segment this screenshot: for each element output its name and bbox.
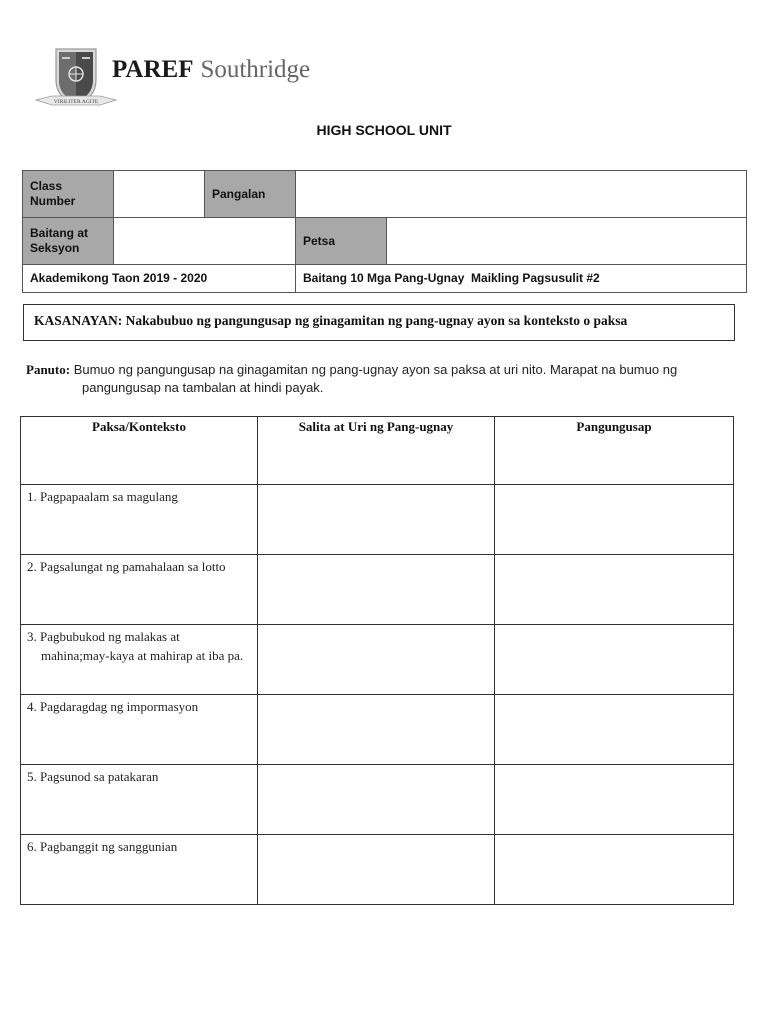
instructions-line-1: Bumuo ng pangungusap na ginagamitan ng pang-ugnay ayon sa paksa at uri nito. Marapat na bumuo ng (73, 362, 678, 377)
header-topic: Paksa/Konteksto (21, 417, 258, 485)
topic-text: 1. Pagpapaalam sa magulang (27, 489, 178, 504)
sentence-cell[interactable] (495, 485, 734, 555)
name-label: Pangalan (205, 171, 296, 218)
sentence-cell[interactable] (495, 695, 734, 765)
sentence-cell[interactable] (495, 765, 734, 835)
quiz-title: Baitang 10 Mga Pang-Ugnay Maikling Pagsusulit #2 (296, 265, 747, 293)
class-number-label: Class Number (23, 171, 114, 218)
sentence-cell[interactable] (495, 555, 734, 625)
grade-section-field[interactable] (114, 218, 296, 265)
table-row (21, 695, 734, 765)
connector-word-cell[interactable] (258, 765, 495, 835)
connector-word-cell[interactable] (258, 625, 495, 695)
table-row (21, 555, 734, 625)
table-row (21, 835, 734, 905)
header-connector-word: Salita at Uri ng Pang-ugnay (258, 417, 495, 485)
sentence-cell[interactable] (495, 835, 734, 905)
topic-text: 4. Pagdaragdag ng impormasyon (27, 699, 199, 714)
table-row (21, 765, 734, 835)
header-sentence: Pangungusap (495, 417, 734, 485)
school-name-light: Southridge (200, 56, 311, 83)
competency-box: KASANAYAN: Nakabubuo ng pangungusap ng ginagamitan ng pang-ugnay ayon sa konteksto o paksa (23, 304, 735, 341)
academic-year: Akademikong Taon 2019 - 2020 (23, 265, 296, 293)
date-field[interactable] (387, 218, 747, 265)
name-field[interactable] (296, 171, 747, 218)
topic-text: 2. Pagsalungat ng pamahalaan sa lotto (27, 559, 226, 574)
school-name-bold: PAREF (112, 56, 194, 83)
sentence-cell[interactable] (495, 625, 734, 695)
table-row (21, 485, 734, 555)
school-crest-logo (34, 46, 118, 112)
topic-cell (21, 835, 258, 905)
connector-word-cell[interactable] (258, 485, 495, 555)
table-row (21, 625, 734, 695)
unit-title: HIGH SCHOOL UNIT (316, 122, 452, 138)
connector-word-cell[interactable] (258, 835, 495, 905)
grade-section-label: Baitang at Seksyon (23, 218, 114, 265)
topic-cell (21, 695, 258, 765)
topic-text: 3. Pagbubukod ng malakas at mahina;may-kaya at mahirap at iba pa. (27, 629, 244, 663)
instructions-label: Panuto: (26, 362, 71, 377)
topic-text: 5. Pagsunod sa patakaran (27, 769, 159, 784)
topic-cell (21, 625, 258, 695)
school-name (112, 54, 310, 85)
logo-motto: VIRILITER AGITE (53, 99, 99, 105)
class-number-field[interactable] (114, 171, 205, 218)
topic-text: 6. Pagbanggit ng sanggunian (27, 839, 178, 854)
instructions (26, 361, 726, 397)
topic-cell (21, 485, 258, 555)
instructions-line-2: pangungusap na tambalan at hindi payak. (82, 380, 324, 395)
student-info-table (22, 170, 747, 293)
topic-cell (21, 555, 258, 625)
topic-cell (21, 765, 258, 835)
exercise-table (20, 416, 734, 905)
connector-word-cell[interactable] (258, 555, 495, 625)
date-label: Petsa (296, 218, 387, 265)
connector-word-cell[interactable] (258, 695, 495, 765)
